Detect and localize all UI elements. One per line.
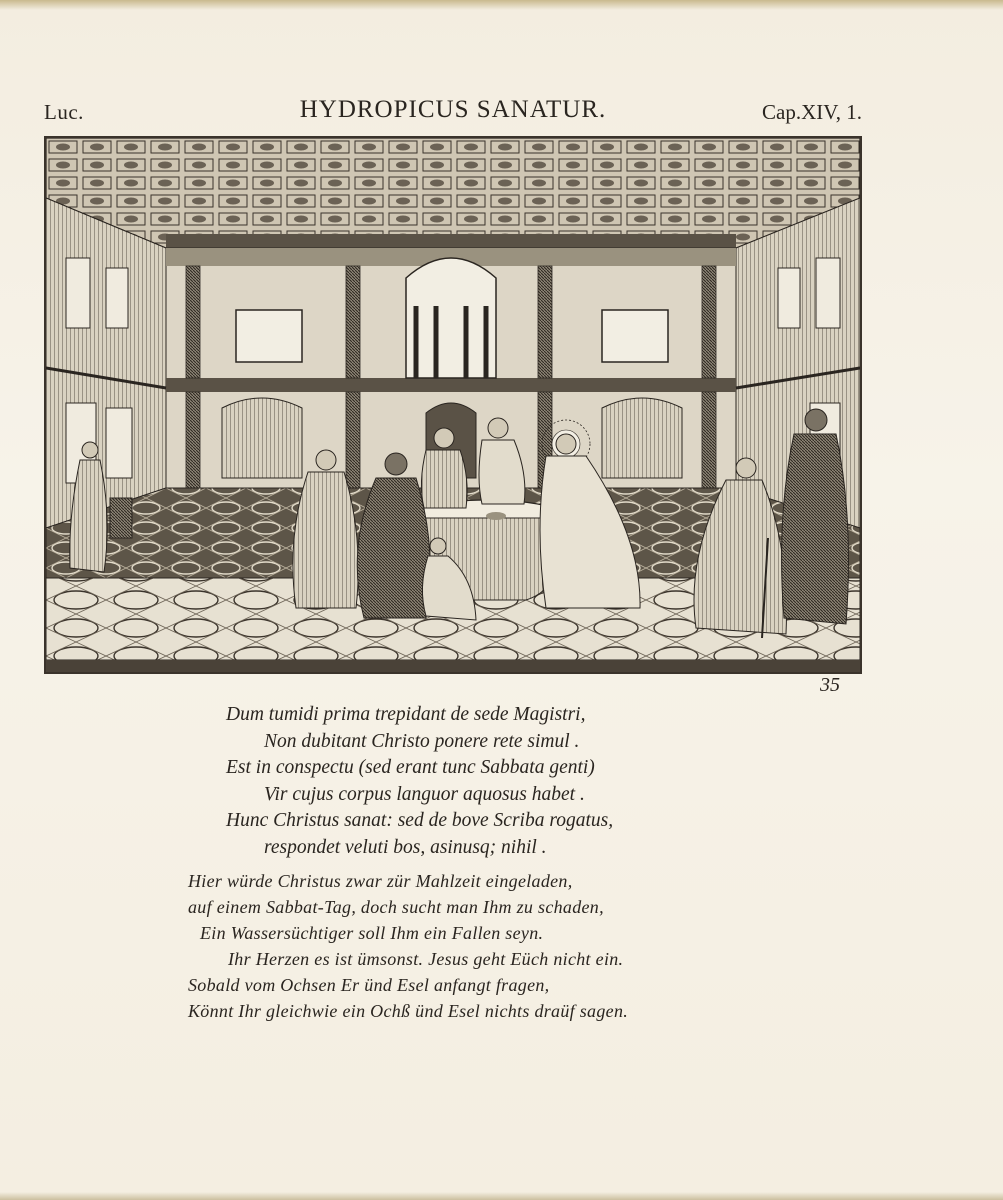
- page-title: HYDROPICUS SANATUR.: [299, 96, 607, 123]
- book-reference: Luc.: [44, 100, 84, 124]
- latin-line: Vir cujus corpus languor aquosus habet .: [264, 783, 585, 805]
- engraving-illustration: [44, 136, 862, 674]
- german-line: Ein Wassersüchtiger soll Ihm ein Fallen seyn.: [200, 923, 544, 943]
- latin-line: Non dubitant Christo ponere rete simul .: [264, 730, 580, 752]
- latin-line: respondet veluti bos, asinusq; nihil .: [264, 836, 547, 858]
- plate-number: 35: [820, 674, 840, 696]
- german-verse: [188, 868, 788, 1024]
- german-line: Ihr Herzen es ist ümsonst. Jesus geht Eüch nicht ein.: [228, 949, 624, 969]
- latin-line: Dum tumidi prima trepidant de sede Magistri,: [226, 704, 586, 725]
- german-line: auf einem Sabbat-Tag, doch sucht man Ihm zu schaden,: [188, 897, 604, 917]
- latin-verse: [226, 702, 746, 861]
- chapter-reference: Cap.XIV, 1.: [762, 100, 862, 124]
- german-line: Hier würde Christus zwar zür Mahlzeit eingeladen,: [188, 871, 573, 891]
- engraving-drawing: [46, 138, 860, 672]
- page-header: [44, 96, 862, 130]
- german-line: Könnt Ihr gleichwie ein Ochß ünd Esel nichts draüf sagen.: [188, 1001, 629, 1021]
- latin-line: Est in conspectu (sed erant tunc Sabbata genti): [226, 757, 595, 778]
- german-line: Sobald vom Ochsen Er ünd Esel anfangt fragen,: [188, 975, 550, 995]
- latin-line: Hunc Christus sanat: sed de bove Scriba rogatus,: [226, 810, 614, 831]
